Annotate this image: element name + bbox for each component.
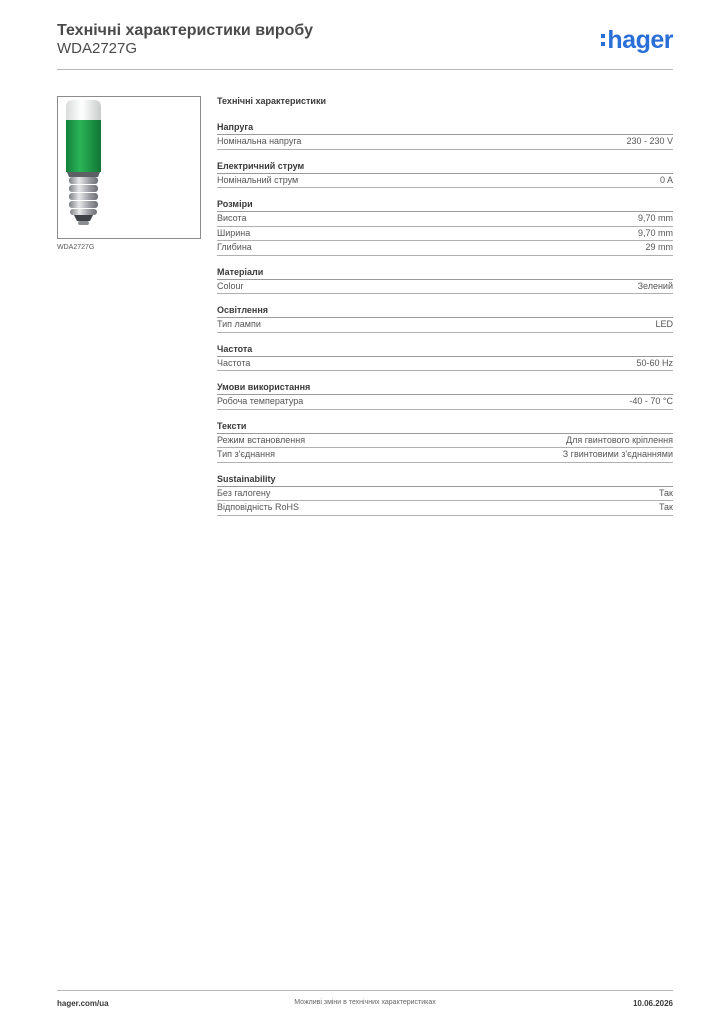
spec-row <box>217 174 673 189</box>
product-image-caption: WDA2727G <box>57 244 95 251</box>
spec-value: LED <box>655 319 673 329</box>
spec-group-title: Sustainability <box>217 473 673 487</box>
spec-label: Без галогену <box>217 487 271 498</box>
spec-group-current <box>217 160 673 189</box>
spec-group-operating-conditions <box>217 381 673 410</box>
footer-website-link[interactable]: hager.com/ua <box>57 999 109 1008</box>
spec-row <box>217 318 673 333</box>
spec-value: Так <box>658 502 673 512</box>
spec-row <box>217 135 673 150</box>
spec-group-title: Освітлення <box>217 304 673 318</box>
spec-value: 29 mm <box>645 242 673 252</box>
spec-group-materials <box>217 266 673 295</box>
logo-text: hager <box>607 26 673 54</box>
spec-group-voltage <box>217 121 673 150</box>
spec-value: -40 - 70 °C <box>629 396 673 406</box>
page-footer <box>57 990 673 1014</box>
product-image <box>57 96 201 239</box>
spec-group-title: Умови використання <box>217 381 673 395</box>
spec-row <box>217 501 673 516</box>
spec-group-title: Напруга <box>217 121 673 135</box>
spec-row <box>217 434 673 449</box>
spec-row <box>217 280 673 295</box>
spec-group-lighting <box>217 304 673 333</box>
spec-row <box>217 487 673 502</box>
spec-label: Номінальна напруга <box>217 136 302 146</box>
spec-label: Режим встановлення <box>217 434 306 445</box>
spec-row <box>217 357 673 372</box>
spec-group-texts <box>217 420 673 463</box>
footer-date: 10.06.2026 <box>632 999 673 1008</box>
spec-label: Частота <box>217 357 251 368</box>
spec-value: 9,70 mm <box>637 213 673 223</box>
spec-row <box>217 241 673 256</box>
spec-label: Colour <box>217 280 244 291</box>
spec-value: Для гвинтового кріплення <box>566 434 673 445</box>
spec-group-title: Матеріали <box>217 266 673 280</box>
spec-value: З гвинтовими з'єднаннями <box>562 449 673 459</box>
spec-label: Номінальний струм <box>217 174 299 185</box>
spec-group-title: Тексти <box>217 420 673 434</box>
spec-label: Ширина <box>217 227 251 238</box>
spec-row <box>217 227 673 242</box>
spec-value: 50-60 Hz <box>636 357 673 368</box>
spec-label: Робоча температура <box>217 396 304 406</box>
spec-value: Так <box>658 487 673 498</box>
spec-label: Відповідність RoHS <box>217 502 299 512</box>
spec-group-frequency <box>217 343 673 372</box>
spec-value: 0 A <box>659 174 673 185</box>
green-led-bulb-icon <box>58 97 200 238</box>
specifications-section <box>217 96 673 526</box>
spec-row <box>217 448 673 463</box>
spec-group-sustainability <box>217 473 673 516</box>
spec-row <box>217 212 673 227</box>
footer-notice: Можливі зміни в технічних характеристиках <box>294 999 436 1006</box>
spec-group-dimensions <box>217 198 673 256</box>
spec-value: 230 - 230 V <box>626 136 673 146</box>
specifications-heading: Технічні характеристики <box>217 96 326 106</box>
product-code: WDA2727G <box>57 40 138 57</box>
spec-label: Тип з'єднання <box>217 449 275 459</box>
spec-value: Зелений <box>637 280 673 291</box>
spec-row <box>217 395 673 410</box>
document-title: Технічні характеристики виробу <box>57 22 313 39</box>
spec-label: Тип лампи <box>217 319 261 329</box>
spec-group-title: Електричний струм <box>217 160 673 174</box>
spec-group-title: Розміри <box>217 198 673 212</box>
page-header <box>57 22 673 70</box>
spec-group-title: Частота <box>217 343 673 357</box>
hager-logo <box>601 27 673 53</box>
logo-dots-icon <box>601 34 605 46</box>
spec-value: 9,70 mm <box>637 227 673 238</box>
spec-label: Глибина <box>217 242 252 252</box>
spec-label: Висота <box>217 213 247 223</box>
